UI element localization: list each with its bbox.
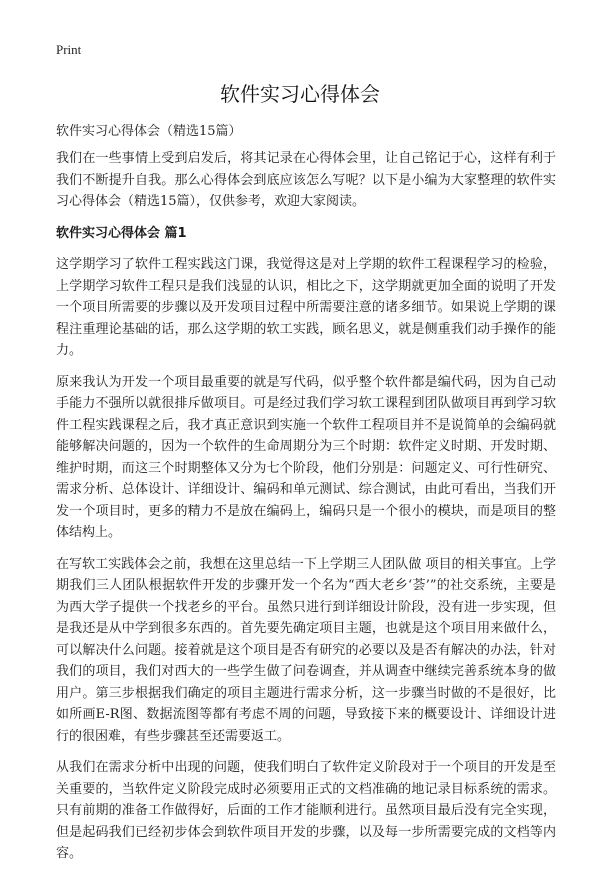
print-link[interactable]: Print — [56, 42, 82, 57]
body-paragraph: 原来我认为开发一个项目最重要的就是写代码，似乎整个软件都是编代码，因为自己动手能力不强所以就很排斥做项目。可是经过我们学习软工课程到团队做项目再到学习软件工程实践课程之后，我才真正意识到实施一个软件工程项目并不是说简单的会编码就能够解决问题的，因为一个软件的生命周期分为三个时期：软件定义时期、开发时期、维护时期，而这三个时期整体又分为七个阶段，他们分别是：问题定义、可行性研究、需求分析、总体设计、详细设计、编码和单元测试、综合测试，由此可看出，当我们开发一个项目时，更多的精力不是放在编码上，编码只是一个很小的模块，而是项目的整体结构上。 — [56, 374, 556, 540]
intro-paragraph: 我们在一些事情上受到启发后，将其记录在心得体会里，让自己铭记于心，这样有利于我们不断提升自我。那么心得体会到底应该怎么写呢？以下是小编为大家整理的软件实习心得体会（精选15篇），仅供参考，欢迎大家阅读。 — [56, 151, 556, 209]
subtitle: 软件实习心得体会（精选15篇） — [56, 124, 242, 139]
section-heading: 软件实习心得体会 篇1 — [56, 225, 187, 241]
body-paragraph: 从我们在需求分析中出现的问题，使我们明白了软件定义阶段对于一个项目的开发是至关重要的，当软件定义阶段完成时必须要用正式的文档准确的地记录目标系统的需求。只有前期的准备工作做得好，后面的工作才能顺利进行。虽然项目最后没有完全实现，但是起码我们已经初步体会到软件项目开发的步骤，以及每一步所需要完成的文档等内容。 — [56, 760, 556, 861]
body-paragraph: 在写软工实践体会之前，我想在这里总结一下上学期三人团队做 项目的相关事宜。上学期我们三人团队根据软件开发的步骤开发一个名为“西大老乡‘荟’”的社交系统，主要是为西大学子提供一个找老乡的平台。虽然只进行到详细设计阶段，没有进一步实现，但是我还是从中学到很多东西的。首先要先确定项目主题，也就是这个项目用来做什么，可以解决什么问题。接着就是这个项目是否有研究的必要以及是否有解决的办法，针对我们的项目，我们对西大的一些学生做了问卷调查，并从调查中继续完善系统本身的做用户。第三步根据我们确定的项目主题进行需求分析，这一步骤当时做的不是很好，比如所画E-R图、数据流图等都有考虑不周的问题，导致接下来的概要设计、详细设计进行的很困难，有些步骤甚至还需要返工。 — [56, 556, 556, 744]
page-title: 软件实习心得体会 — [220, 82, 380, 106]
article-body — [56, 148, 556, 875]
body-paragraph: 这学期学习了软件工程实践这门课，我觉得这是对上学期的软件工程课程学习的检验，上学期学习软件工程只是我们浅显的认识，相比之下，这学期就更加全面的说明了开发一个项目所需要的步骤以及开发项目过程中所需要注意的诸多细节。如果说上学期的课程注重理论基础的话，那么这学期的软工实践，顾名思义，就是侧重我们动手操作的能力。 — [56, 257, 556, 358]
